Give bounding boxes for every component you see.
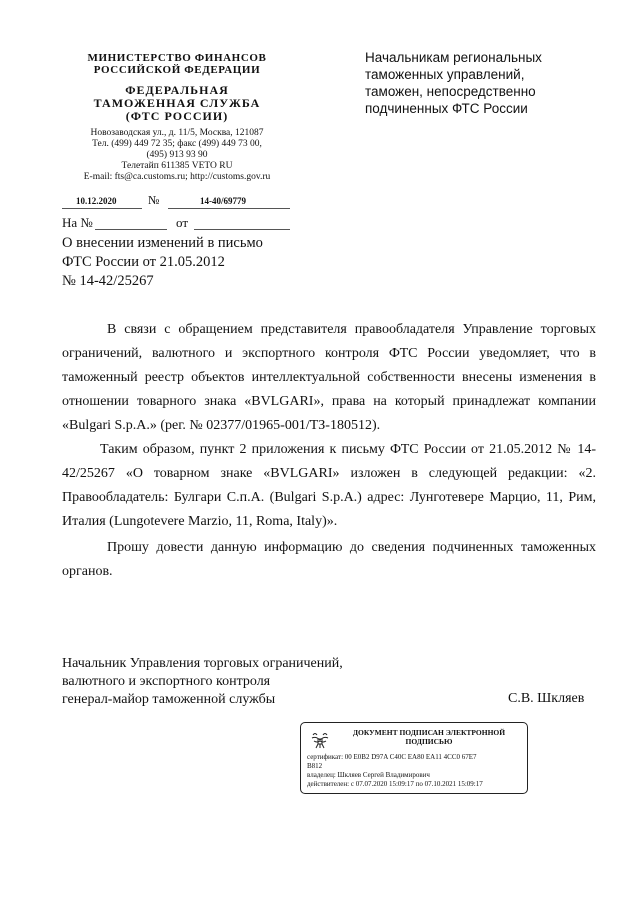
stamp-validity: действителен: с 07.07.2020 15:09:17 по 07.10.2021 15:09:17 (307, 780, 483, 788)
document-number: 14-40/69779 (200, 196, 246, 206)
contact-line: Новозаводская ул., д. 11/5, Москва, 121087 (90, 128, 264, 138)
electronic-signature-stamp (300, 722, 528, 794)
number-underline (168, 208, 290, 209)
contact-line: Тел. (499) 449 72 35; факс (499) 449 73 00, (92, 139, 262, 149)
subject-block (62, 234, 302, 291)
double-headed-eagle-icon (309, 729, 331, 751)
body-paragraph: Таким образом, пункт 2 приложения к письму ФТС России от 21.05.2012 № 14-42/25267 «О товарном знаке «BVLGARI» изложен в следующей редакции: «2. Правообладатель: Булгари С.п.А. (Bulgari S.p.A.) адрес: Лунготевере Марцио, 11, Рим, Италия (Lungotevere Marzio, 11, Roma, Italy)». (62, 442, 596, 529)
signatory-name: С.В. Шкляев (508, 691, 585, 706)
signatory-position (62, 655, 343, 709)
position-line: Начальник Управления торговых ограничений, (62, 656, 343, 671)
date-underline (62, 208, 142, 209)
reference-row (62, 215, 93, 231)
stamp-title (335, 728, 523, 746)
contact-line: E-mail: fts@ca.customs.ru; http://customs.gov.ru (83, 172, 271, 182)
stamp-details (307, 753, 523, 789)
stamp-owner: владелец: Шкляев Сергей Владимирович (307, 771, 430, 779)
position-line: валютного и экспортного контроля (62, 674, 271, 689)
position-line: генерал-майор таможенной службы (62, 692, 276, 707)
body-paragraph: В связи с обращением представителя правообладателя Управление торговых ограничений, валютного и экспортного контроля ФТС России уведомляет, что в таможенный реестр объектов интеллектуальной собственности внесены изменения в отношении товарного знака «BVLGARI», права на который принадлежат компании «Bulgari S.p.A.» (рег. № 02377/01965-001/ТЗ-180512). (62, 322, 596, 433)
stamp-title-line: ПОДПИСЬЮ (405, 737, 453, 746)
addressee-line: таможен, непосредственно (365, 84, 536, 99)
stamp-title-line: ДОКУМЕНТ ПОДПИСАН ЭЛЕКТРОННОЙ (352, 728, 506, 737)
organization-block (62, 52, 292, 123)
body-paragraph: Прошу довести данную информацию до сведения подчиненных таможенных органов. (62, 540, 596, 579)
reference-label: На № (62, 215, 93, 230)
contact-line: (495) 913 93 90 (146, 150, 208, 160)
addressee-line: таможенных управлений, (365, 67, 525, 82)
reference-date-underline (194, 229, 290, 230)
service-name-line: ТАМОЖЕННАЯ СЛУЖБА (93, 96, 261, 110)
addressee-block (365, 49, 605, 117)
ministry-name-line: РОССИЙСКОЙ ФЕДЕРАЦИИ (93, 64, 261, 76)
number-sign: № (148, 193, 160, 207)
subject-line: ФТС России от 21.05.2012 (62, 254, 225, 270)
addressee-line: Начальникам региональных (365, 50, 542, 65)
letter-body (62, 318, 596, 584)
contacts-block (62, 128, 292, 183)
subject-line: № 14-42/25267 (62, 273, 154, 289)
service-name-line: (ФТС РОССИИ) (125, 109, 229, 123)
document-date: 10.12.2020 (76, 196, 117, 206)
stamp-certificate: сертификат: 00 E0B2 D97A C40C EA80 EA11 4CC0 67E7 (307, 753, 477, 761)
service-name-line: ФЕДЕРАЛЬНАЯ (125, 83, 229, 97)
addressee-line: подчиненных ФТС России (365, 101, 528, 116)
contact-line: Телетайп 611385 VETO RU (121, 161, 233, 171)
stamp-certificate-cont: B812 (307, 762, 323, 770)
ministry-name-line: МИНИСТЕРСТВО ФИНАНСОВ (87, 52, 267, 64)
reference-from-label: от (176, 215, 189, 230)
reference-number-underline (95, 229, 167, 230)
subject-line: О внесении изменений в письмо (62, 235, 263, 251)
